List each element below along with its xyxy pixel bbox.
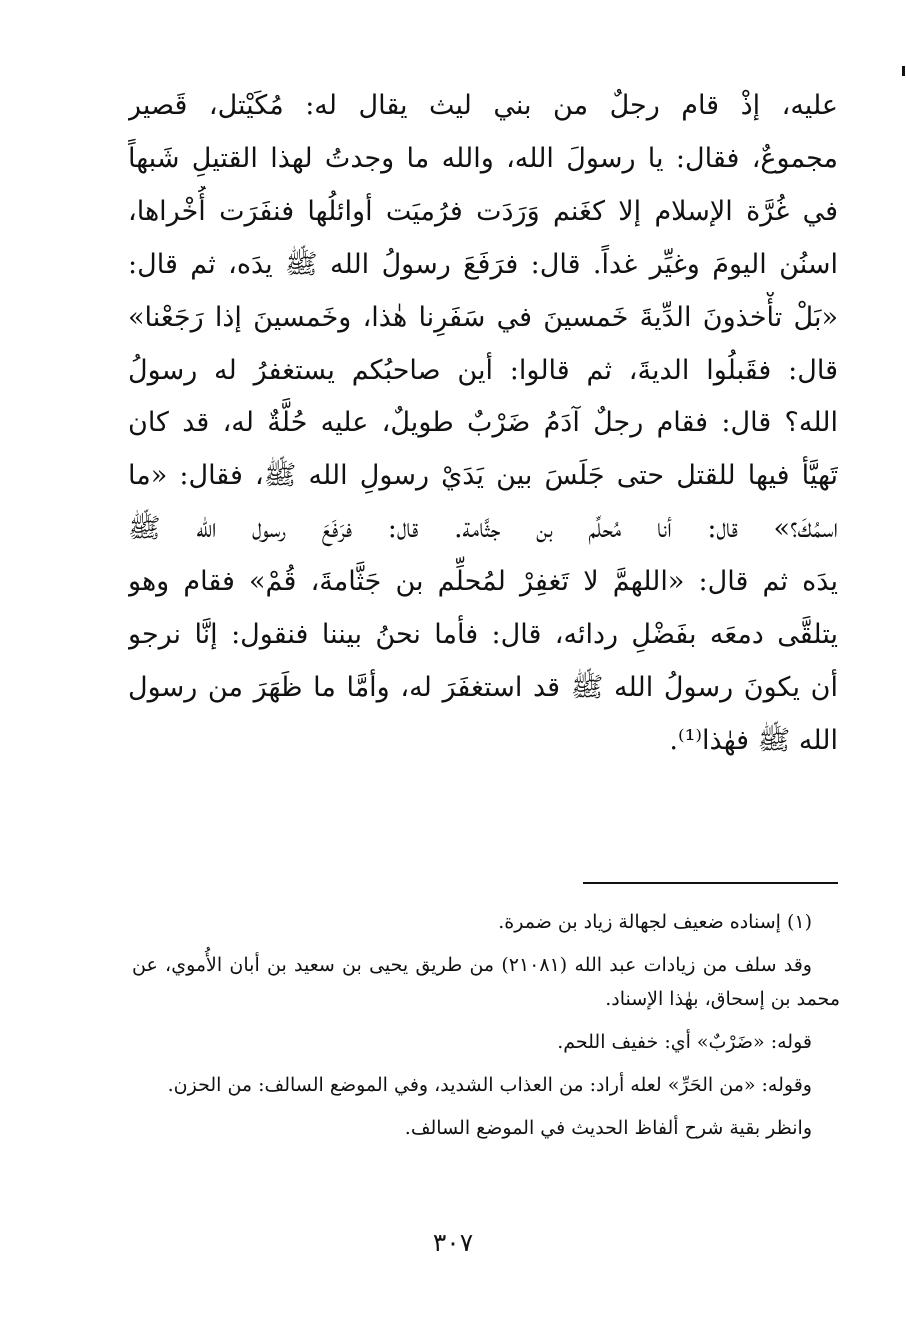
text-line: قال: فقَبلُوا الديةَ، ثم قالوا: أين صاحبُكم يستغفرُ له رسولُ: [128, 354, 838, 386]
footnote-see-also: وانظر بقية شرح ألفاظ الحديث في الموضع السالف.: [404, 1117, 812, 1139]
main-text-block: [128, 80, 838, 768]
text-line: تَهيَّأ فيها للقتل حتى جَلَسَ بين يَدَيْ رسولِ الله ﷺ، فقال: «ما: [128, 460, 838, 492]
footnote-variant-note: وقوله: «من الحَرِّ» لعله أراد: من العذاب الشديد، وفي الموضع السالف: من الحزن.: [167, 1074, 812, 1096]
text-line-last: الله ﷺ فهٰذا⁽¹⁾.: [669, 724, 838, 756]
text-line: يتلقَّى دمعَه بفَضْلِ ردائه، قال: فأما نحنُ بيننا فنقول: إنَّا نرجو: [128, 619, 838, 651]
text-line: يدَه ثم قال: «اللهمَّ لا تَغفِرْ لمُحلِّم بن جَثَّامةَ، قُمْ» فقام وهو: [128, 566, 838, 598]
footnote-word-gloss: قوله: «ضَرْبٌ» أي: خفيف اللحم.: [557, 1031, 812, 1053]
text-line: اسنُن اليومَ وغيِّر غداً. قال: فرَفَعَ رسولُ الله ﷺ يدَه، ثم قال:: [128, 248, 838, 280]
footnote-source: وقد سلف من زيادات عبد الله (٢١٠٨١) من طريق يحيى بن سعيد بن أبان الأُموي، عن محمد بن إسحاق، بهٰذا الإسناد.: [132, 954, 840, 1010]
text-line: أن يكونَ رسولُ الله ﷺ قد استغفَرَ له، وأمَّا ما ظَهَرَ من رسول: [128, 671, 838, 703]
text-line: مجموعٌ، فقال: يا رسولَ الله، والله ما وجدتُ لهذا القتيلِ شَبهاً: [128, 142, 838, 174]
footnote-divider: [583, 882, 838, 884]
text-line: «بَلْ تأْخذونَ الدِّيةَ خَمسينَ في سَفَرِنا هٰذا، وخَمسينَ إذا رَجَعْنا»: [128, 301, 838, 333]
text-line: اسمُكَ؟» قال: أنا مُحلِّم بن جثَّامة. قال: فرَفَعَ رسول الله ﷺ: [128, 513, 838, 545]
footnotes-block: [132, 905, 840, 1154]
text-line: الله؟ قال: فقام رجلٌ آدَمُ ضَرْبٌ طويلٌ، عليه حُلَّةٌ له، قد كان: [128, 407, 838, 439]
footnote-1: (١) إسناده ضعيف لجهالة زياد بن ضمرة.: [498, 911, 812, 933]
text-line: في غُرَّة الإسلام إلا كغَنم وَرَدَت فرُميَت أوائلُها فنفَرَت أُخْراها،: [128, 195, 838, 227]
text-line: عليه، إذْ قام رجلٌ من بني ليث يقال له: مُكَيْتل، قَصير: [128, 90, 838, 121]
page-number: ٣٠٧: [432, 1228, 474, 1257]
margin-mark: [902, 66, 905, 76]
